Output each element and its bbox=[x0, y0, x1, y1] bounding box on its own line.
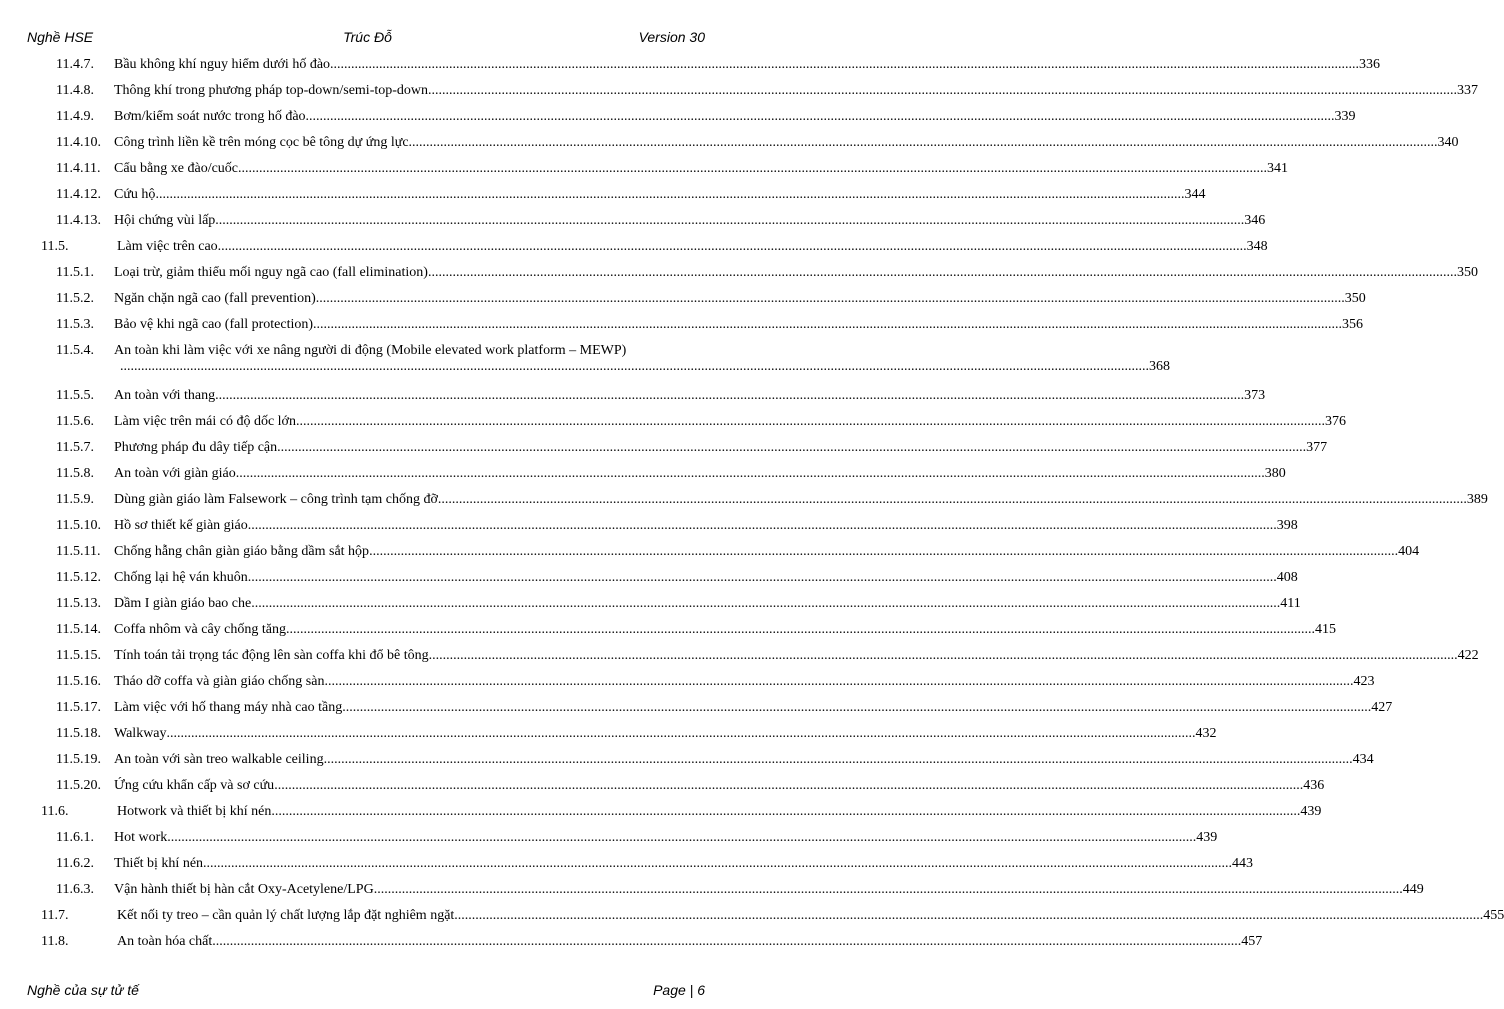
toc-leader-dots bbox=[271, 804, 1300, 820]
toc-entry-title: Hội chứng vùi lấp bbox=[114, 213, 216, 228]
toc-entry-number: 11.5.3. bbox=[56, 317, 94, 332]
toc-leader-dots bbox=[248, 518, 1277, 534]
toc-entry-title: Ứng cứu khẩn cấp và sơ cứu bbox=[114, 778, 275, 793]
toc-leader-dots bbox=[313, 317, 1342, 333]
toc-entry-title: Phương pháp đu dây tiếp cận bbox=[114, 440, 278, 455]
toc-leader-dots bbox=[120, 359, 1149, 375]
toc-entry-page: 432 bbox=[1195, 726, 1217, 741]
toc-leader-dots bbox=[429, 648, 1458, 664]
toc-entry-number: 11.5.9. bbox=[56, 492, 94, 507]
toc-entry-number: 11.4.7. bbox=[56, 57, 94, 72]
toc-entry-title: Coffa nhôm và cây chống tăng bbox=[114, 622, 286, 637]
toc-entry-title: Làm việc trên mái có độ dốc lớn bbox=[114, 414, 296, 429]
toc-entry-number: 11.5.6. bbox=[56, 414, 94, 429]
toc-entry-number: 11.4.11. bbox=[56, 161, 101, 176]
toc-entry-number: 11.5.20. bbox=[56, 778, 101, 793]
toc-leader-dots bbox=[277, 440, 1306, 456]
toc-entry-page: 434 bbox=[1352, 752, 1374, 767]
toc-entry-page: 336 bbox=[1359, 57, 1381, 72]
toc-entry-page: 377 bbox=[1306, 440, 1328, 455]
toc-entry-page: 449 bbox=[1402, 882, 1424, 897]
toc-entry-page: 408 bbox=[1276, 570, 1298, 585]
toc-entry-title: Hot work bbox=[114, 830, 168, 845]
header-center: Trúc Đỗ bbox=[343, 29, 392, 45]
toc-entry-page: 350 bbox=[1344, 291, 1366, 306]
toc-entry-title: Chống lại hệ ván khuôn bbox=[114, 570, 248, 585]
toc-entry-page: 348 bbox=[1246, 239, 1268, 254]
toc-entry-title: Loại trừ, giảm thiểu mối nguy ngã cao (fall elimination) bbox=[114, 265, 428, 280]
toc-entry-number: 11.6.3. bbox=[56, 882, 94, 897]
toc-leader-dots bbox=[238, 161, 1267, 177]
toc-entry-title: Bảo vệ khi ngã cao (fall protection) bbox=[114, 317, 314, 332]
toc-entry-number: 11.6.2. bbox=[56, 856, 94, 871]
toc-entry-page: 341 bbox=[1267, 161, 1289, 176]
toc-leader-dots bbox=[215, 388, 1244, 404]
toc-entry-number: 11.5.4. bbox=[56, 343, 94, 358]
toc-entry-page: 389 bbox=[1466, 492, 1488, 507]
toc-entry-page: 346 bbox=[1244, 213, 1266, 228]
toc-entry-number: 11.7. bbox=[41, 908, 69, 923]
toc-entry-number: 11.5.10. bbox=[56, 518, 101, 533]
toc-entry-title: An toàn với thang bbox=[114, 388, 216, 403]
toc-entry-page: 350 bbox=[1456, 265, 1478, 280]
toc-entry-title: Cẩu bằng xe đào/cuốc bbox=[114, 161, 239, 176]
header-right: Version 30 bbox=[638, 29, 705, 45]
toc-entry-number: 11.5.5. bbox=[56, 388, 94, 403]
toc-entry-page: 436 bbox=[1303, 778, 1325, 793]
footer-separator: | bbox=[689, 982, 694, 998]
toc-entry-number: 11.5.14. bbox=[56, 622, 101, 637]
toc-entry-page: 422 bbox=[1457, 648, 1479, 663]
toc-entry-number: 11.8. bbox=[41, 934, 69, 949]
toc-entry-number: 11.4.12. bbox=[56, 187, 101, 202]
toc-leader-dots bbox=[409, 135, 1438, 151]
toc-entry-title: Kết nối ty treo – cần quản lý chất lượng lắp đặt nghiêm ngặt bbox=[117, 908, 455, 923]
toc-entry-page: 415 bbox=[1314, 622, 1336, 637]
toc-leader-dots bbox=[167, 726, 1196, 742]
toc-entry-page: 340 bbox=[1437, 135, 1459, 150]
toc-leader-dots bbox=[167, 830, 1196, 846]
toc-entry-title: An toàn khi làm việc với xe nâng người di động (Mobile elevated work platform – MEWP) bbox=[114, 343, 627, 358]
toc-entry-title: Làm việc trên cao bbox=[117, 239, 218, 254]
toc-entry-page: 439 bbox=[1196, 830, 1218, 845]
toc-entry-number: 11.5.13. bbox=[56, 596, 101, 611]
toc-entry-number: 11.6. bbox=[41, 804, 69, 819]
footer-page-number: 6 bbox=[697, 982, 705, 998]
toc-entry-title: Ngăn chặn ngã cao (fall prevention) bbox=[114, 291, 316, 306]
toc-entry-number: 11.5.17. bbox=[56, 700, 101, 715]
toc-entry-title: An toàn với sàn treo walkable ceiling bbox=[114, 752, 324, 767]
toc-entry-title: Bầu không khí nguy hiểm dưới hố đào bbox=[114, 57, 331, 72]
toc-entry-page: 404 bbox=[1398, 544, 1420, 559]
toc-leader-dots bbox=[369, 544, 1398, 560]
toc-leader-dots bbox=[248, 570, 1277, 586]
toc-leader-dots bbox=[324, 752, 1353, 768]
toc-entry-title: Thông khí trong phương pháp top-down/semi-top-down bbox=[114, 83, 429, 98]
toc-leader-dots bbox=[236, 466, 1265, 482]
header-left: Nghề HSE bbox=[27, 29, 94, 45]
toc-entry-number: 11.5.19. bbox=[56, 752, 101, 767]
toc-leader-dots bbox=[212, 934, 1241, 950]
toc-entry-page: 376 bbox=[1324, 414, 1346, 429]
toc-entry-number: 11.4.13. bbox=[56, 213, 101, 228]
toc-leader-dots bbox=[274, 778, 1303, 794]
toc-entry-page: 443 bbox=[1232, 856, 1254, 871]
toc-leader-dots bbox=[374, 882, 1403, 898]
toc-entry-title: Hotwork và thiết bị khí nén bbox=[117, 804, 272, 819]
toc-entry-page: 427 bbox=[1371, 700, 1393, 715]
toc-entry-page: 411 bbox=[1280, 596, 1301, 611]
toc-leader-dots bbox=[324, 674, 1353, 690]
toc-entry-number: 11.5.2. bbox=[56, 291, 94, 306]
footer-page bbox=[653, 982, 705, 998]
toc-entry-title: Vận hành thiết bị hàn cắt Oxy-Acetylene/LPG bbox=[114, 882, 374, 897]
toc-entry-page: 339 bbox=[1334, 109, 1356, 124]
toc-entry-title: Dùng giàn giáo làm Falsework – công trình tạm chống đỡ bbox=[114, 492, 438, 507]
toc-entry-page: 344 bbox=[1184, 187, 1206, 202]
toc-entry-title: Bơm/kiểm soát nước trong hố đào bbox=[114, 109, 306, 124]
toc-entry-title: Cứu hộ bbox=[114, 187, 156, 202]
toc-leader-dots bbox=[203, 856, 1232, 872]
toc-leader-dots bbox=[286, 622, 1315, 638]
toc-entry-number: 11.5. bbox=[41, 239, 69, 254]
toc-leader-dots bbox=[428, 265, 1457, 281]
toc-leader-dots bbox=[438, 492, 1467, 508]
toc-leader-dots bbox=[428, 83, 1457, 99]
footer-page-label: Page bbox=[653, 982, 686, 998]
toc-entry-title: Tháo dỡ coffa và giàn giáo chống sàn bbox=[114, 674, 325, 689]
toc-leader-dots bbox=[155, 187, 1184, 203]
toc-leader-dots bbox=[251, 596, 1280, 612]
toc-entry-number: 11.5.1. bbox=[56, 265, 94, 280]
toc-entry-title: An toàn hóa chất bbox=[117, 934, 213, 949]
footer-left: Nghề của sự tử tế bbox=[27, 982, 139, 998]
toc-leader-dots bbox=[306, 109, 1335, 125]
toc-leader-dots bbox=[316, 291, 1345, 307]
toc-entry-title: Dầm I giàn giáo bao che bbox=[114, 596, 252, 611]
toc-entry-title: Công trình liền kề trên móng cọc bê tông dự ứng lực bbox=[114, 135, 409, 150]
toc-entry-page: 373 bbox=[1244, 388, 1266, 403]
toc-entry-page: 356 bbox=[1342, 317, 1364, 332]
toc-entry-number: 11.5.8. bbox=[56, 466, 94, 481]
toc-entry-number: 11.4.10. bbox=[56, 135, 101, 150]
toc-leader-dots bbox=[454, 908, 1483, 924]
toc-entry-number: 11.5.16. bbox=[56, 674, 101, 689]
toc-entry-page: 455 bbox=[1483, 908, 1504, 923]
toc-entry-title: An toàn với giàn giáo bbox=[114, 466, 236, 481]
toc-entry-number: 11.5.12. bbox=[56, 570, 101, 585]
toc-leader-dots bbox=[296, 414, 1325, 430]
toc-entry-number: 11.4.9. bbox=[56, 109, 94, 124]
toc-entry-title: Chống hẫng chân giàn giáo bằng dầm sắt hộp bbox=[114, 544, 370, 559]
toc-entry-title: Hồ sơ thiết kế giàn giáo bbox=[114, 518, 248, 533]
toc-leader-dots bbox=[215, 213, 1244, 229]
toc-entry-number: 11.5.7. bbox=[56, 440, 94, 455]
toc-entry-page: 398 bbox=[1276, 518, 1298, 533]
toc-entry-number: 11.5.15. bbox=[56, 648, 101, 663]
toc-entry-number: 11.5.11. bbox=[56, 544, 101, 559]
toc-entry-number: 11.5.18. bbox=[56, 726, 101, 741]
toc-entry-page: 337 bbox=[1457, 83, 1479, 98]
toc-leader-dots bbox=[330, 57, 1359, 73]
toc-entry-page: 368 bbox=[1149, 359, 1170, 374]
toc-entry-title: Thiết bị khí nén bbox=[114, 856, 204, 871]
toc-entry-page: 380 bbox=[1264, 466, 1286, 481]
toc-entry-page: 457 bbox=[1241, 934, 1263, 949]
toc-entry-page: 439 bbox=[1300, 804, 1322, 819]
toc-entry-title: Làm việc với hố thang máy nhà cao tầng bbox=[114, 700, 343, 715]
toc-entry-number: 11.6.1. bbox=[56, 830, 94, 845]
toc-entry-number: 11.4.8. bbox=[56, 83, 94, 98]
toc-entry-title: Tính toán tải trọng tác động lên sàn coffa khi đổ bê tông bbox=[114, 648, 429, 663]
toc-entry-page: 423 bbox=[1353, 674, 1375, 689]
toc-leader-dots bbox=[218, 239, 1247, 255]
toc-entry-title: Walkway bbox=[114, 726, 167, 741]
toc-leader-dots bbox=[342, 700, 1371, 716]
